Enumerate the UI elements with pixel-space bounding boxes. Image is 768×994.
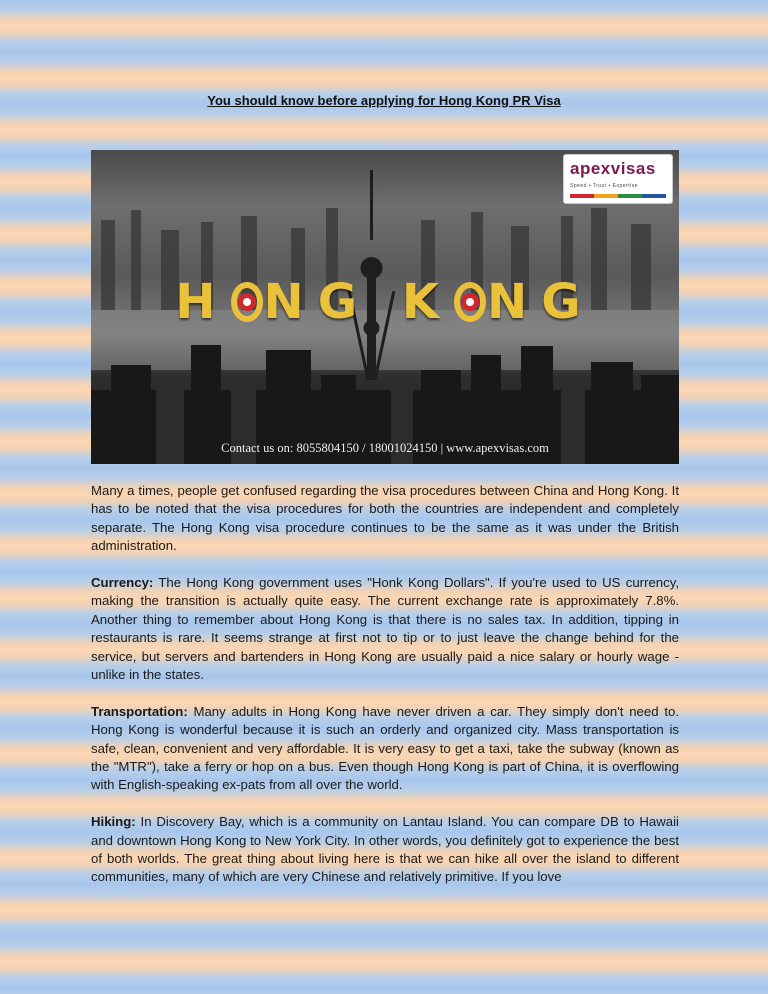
headline-part-1: H xyxy=(175,274,230,330)
contact-line: Contact us on: 8055804150 / 18001024150 | www.apexvisas.com xyxy=(221,441,549,455)
hong-kong-headline xyxy=(91,274,679,330)
bauhinia-flower-icon xyxy=(453,282,487,322)
paragraph-label: Currency: xyxy=(91,575,154,591)
paragraph-text: In Discovery Bay, which is a community on Lantau Island. You can compare DB to Hawaii and downtown Hong Kong to New York City. In other words, you definitely got to experience the best of both worlds. The great thing about living here is that we can hike all over the island to different communities, many of which are very Chinese and relatively primitive. If you love xyxy=(91,814,679,885)
paragraph-text: Many a times, people get confused regarding the visa procedures between China and Hong Kong. It has to be noted that the visa procedures for both the countries are independent and completely separate. The Hong Kong visa procedure continues to be the same as it was under the British administration. xyxy=(91,483,679,554)
article-body xyxy=(91,482,679,905)
hong-kong-banner-image xyxy=(91,150,679,464)
logo-color-bar xyxy=(570,194,666,198)
apexvisas-logo xyxy=(563,154,673,204)
logo-tagline: Speed • Trust • Expertise xyxy=(570,183,638,189)
paragraph-text: The Hong Kong government uses "Honk Kong Dollars". If you're used to US currency, making the transition is actually quite easy. The current exchange rate is approximately 7.8%. Another thing to remember about Hong Kong is that there is no sales tax. In addition, tipping in restaurants is rare. It seems strange at first not to tip or to just leave the change behind for the service, but servers and bartenders in Hong Kong are usually paid a nice salary or hourly wage - unlike in the states. xyxy=(91,575,679,683)
paragraph-label: Hiking: xyxy=(91,814,136,830)
headline-part-2: NG K xyxy=(263,274,454,330)
document-title: You should know before applying for Hong Kong PR Visa xyxy=(207,93,561,108)
logo-text: apexvisas xyxy=(570,159,656,178)
headline-part-3: NG xyxy=(487,274,595,330)
paragraph-intro xyxy=(91,482,679,556)
paragraph-hiking xyxy=(91,813,679,887)
paragraph-transportation xyxy=(91,703,679,795)
paragraph-text: Many adults in Hong Kong have never driven a car. They simply don't need to. Hong Kong is wonderful because it is such an orderly and organized city. Mass transportation is safe, clean, convenient and very affordable. It is very easy to get a taxi, take the subway (known as the "MTR"), take a ferry or hop on a bus. Even though Hong Kong is part of China, it is overflowing with English-speaking ex-pats from all over the world. xyxy=(91,703,679,793)
bauhinia-flower-icon xyxy=(230,282,264,322)
paragraph-currency xyxy=(91,574,679,684)
paragraph-label: Transportation: xyxy=(91,703,188,719)
